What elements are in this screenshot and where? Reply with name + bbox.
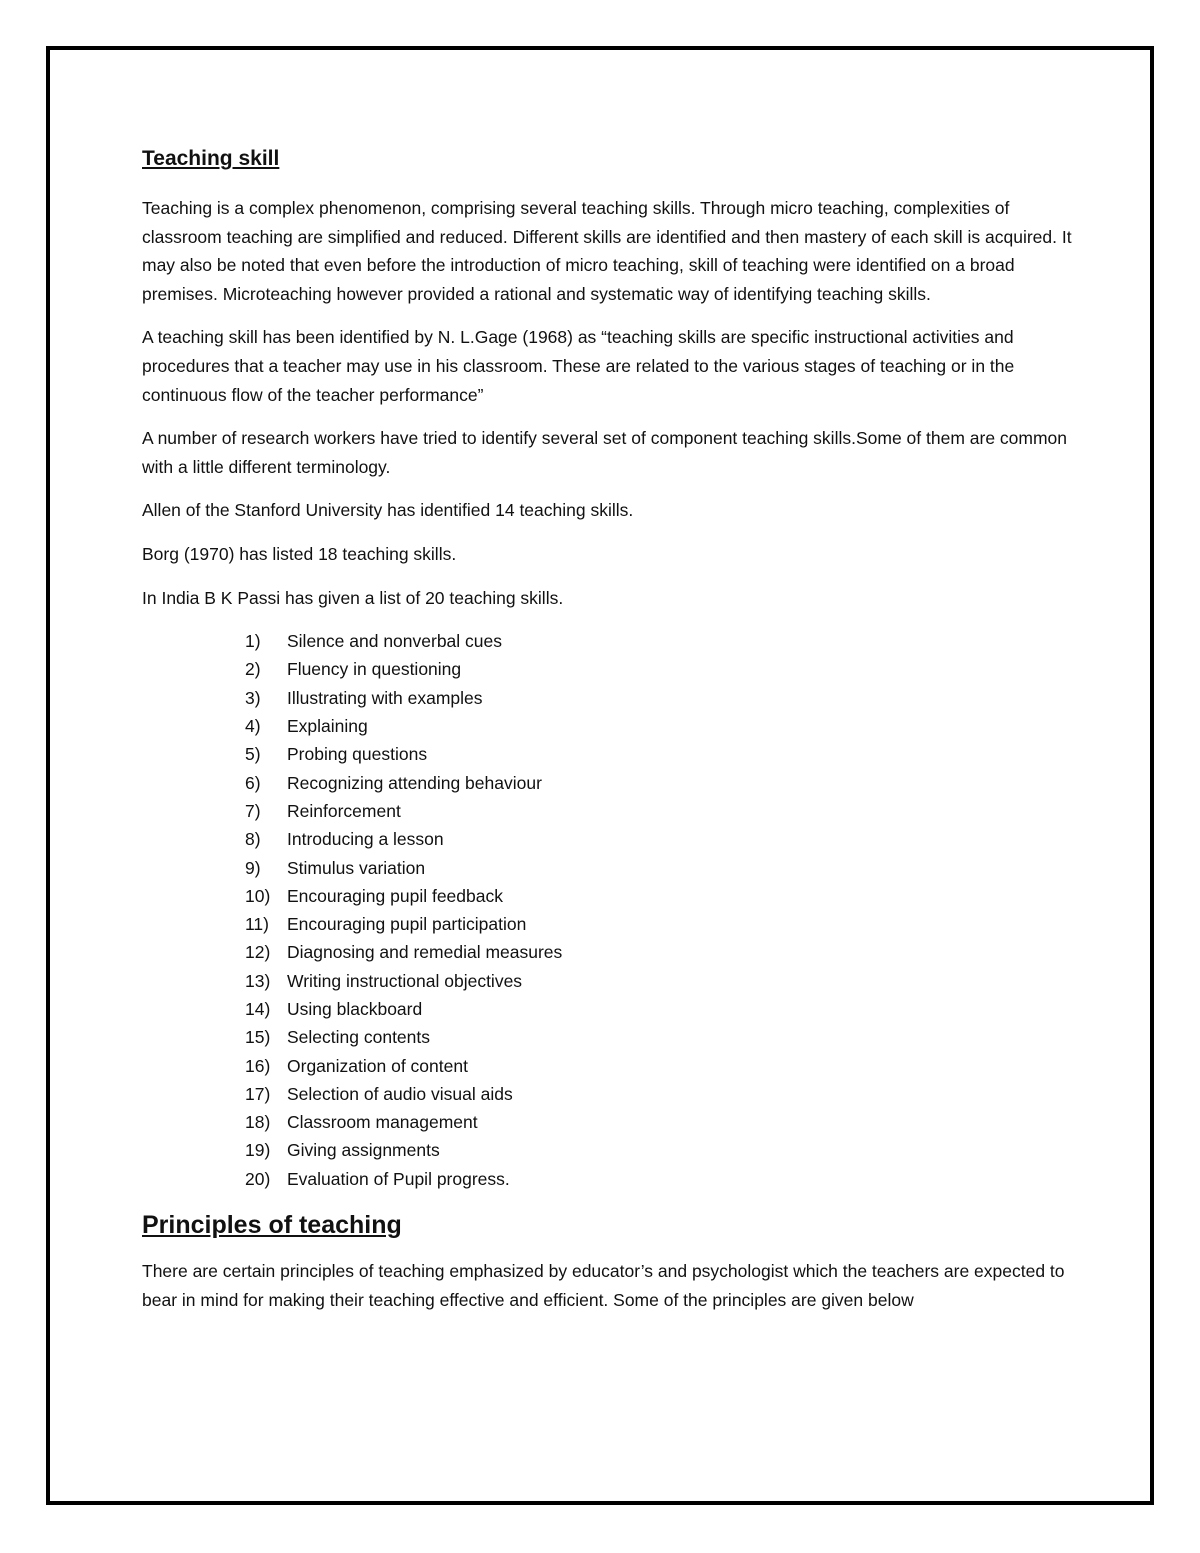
section-title-teaching-skill: Teaching skill <box>142 147 280 170</box>
paragraph-allen: Allen of the Stanford University has identified 14 teaching skills. <box>142 500 634 521</box>
list-item-number: 11) <box>245 914 269 935</box>
paragraph-intro: Teaching is a complex phenomenon, comprising several teaching skills. Through micro teaching, complexities of classroom teaching are simplified and reduced. Different skills are identified and then mastery of each skill is acquired. It may also be noted that even before the introduction of micro teaching, skill of teaching were identified on a broad premises. Microteaching however provided a rational and systematic way of identifying teaching skills. <box>142 198 1072 304</box>
list-item-number: 5) <box>245 744 261 765</box>
paragraph-principles-intro: There are certain principles of teaching emphasized by educator’s and psychologist which the teachers are expected to bear in mind for making their teaching effective and efficient. Some of the principles are given below <box>142 1261 1065 1310</box>
list-item-label: Stimulus variation <box>287 857 426 878</box>
list-item-number: 1) <box>245 631 261 652</box>
list-item <box>245 1023 1072 1051</box>
list-item-number: 6) <box>245 772 261 793</box>
paragraph-borg: Borg (1970) has listed 18 teaching skills. <box>142 543 457 564</box>
skills-list <box>245 627 1072 1193</box>
list-item <box>245 995 1072 1023</box>
list-item-label: Silence and nonverbal cues <box>287 631 503 652</box>
list-item <box>245 1165 1072 1193</box>
list-item-label: Reinforcement <box>287 800 401 821</box>
list-item <box>245 1108 1072 1136</box>
list-item-number: 13) <box>245 970 271 991</box>
list-item-label: Diagnosing and remedial measures <box>287 942 563 963</box>
section-title-principles-of-teaching: Principles of teaching <box>142 1211 402 1240</box>
list-item-number: 9) <box>245 857 261 878</box>
list-item <box>245 797 1072 825</box>
list-item-number: 10) <box>245 885 271 906</box>
list-item <box>245 882 1072 910</box>
list-item-label: Classroom management <box>287 1112 478 1133</box>
list-item-label: Organization of content <box>287 1055 468 1076</box>
paragraph-passi: In India B K Passi has given a list of 20 teaching skills. <box>142 587 564 608</box>
list-item-label: Giving assignments <box>287 1140 440 1161</box>
list-item-label: Selecting contents <box>287 1027 431 1048</box>
list-item-number: 15) <box>245 1027 271 1048</box>
paragraph-gage-definition: A teaching skill has been identified by N. L.Gage (1968) as “teaching skills are specific instructional activities and procedures that a teacher may use in his classroom. These are related to the various stages of teaching or in the continuous flow of the teacher performance” <box>142 327 1015 405</box>
list-item <box>245 627 1072 655</box>
list-item <box>245 910 1072 938</box>
list-item <box>245 967 1072 995</box>
list-item <box>245 938 1072 966</box>
list-item-number: 4) <box>245 716 261 737</box>
list-item <box>245 825 1072 853</box>
list-item-label: Encouraging pupil participation <box>287 914 527 935</box>
list-item-label: Probing questions <box>287 744 428 765</box>
list-item-number: 18) <box>245 1112 271 1133</box>
list-item-label: Illustrating with examples <box>287 687 483 708</box>
list-item-number: 17) <box>245 1083 271 1104</box>
list-item-label: Explaining <box>287 716 368 737</box>
list-item <box>245 684 1072 712</box>
list-item <box>245 712 1072 740</box>
list-item <box>245 1052 1072 1080</box>
list-item-number: 2) <box>245 659 261 680</box>
list-item-label: Fluency in questioning <box>287 659 462 680</box>
list-item-label: Introducing a lesson <box>287 829 444 850</box>
list-item-label: Writing instructional objectives <box>287 970 523 991</box>
list-item <box>245 854 1072 882</box>
list-item <box>245 1080 1072 1108</box>
list-item-number: 20) <box>245 1168 271 1189</box>
list-item-number: 7) <box>245 800 261 821</box>
list-item-number: 14) <box>245 998 271 1019</box>
list-item-label: Using blackboard <box>287 998 423 1019</box>
list-item-number: 12) <box>245 942 271 963</box>
paragraph-research-workers: A number of research workers have tried to identify several set of component teaching skills.Some of them are common with a little different terminology. <box>142 428 1068 477</box>
list-item <box>245 1136 1072 1164</box>
list-item-number: 3) <box>245 687 261 708</box>
list-item-number: 16) <box>245 1055 271 1076</box>
list-item-label: Selection of audio visual aids <box>287 1083 513 1104</box>
list-item <box>245 655 1072 683</box>
list-item-label: Evaluation of Pupil progress. <box>287 1168 510 1189</box>
list-item-number: 19) <box>245 1140 271 1161</box>
list-item-label: Encouraging pupil feedback <box>287 885 503 906</box>
list-item-label: Recognizing attending behaviour <box>287 772 542 793</box>
list-item-number: 8) <box>245 829 261 850</box>
document-body <box>142 144 1072 1329</box>
list-item <box>245 740 1072 768</box>
list-item <box>245 769 1072 797</box>
